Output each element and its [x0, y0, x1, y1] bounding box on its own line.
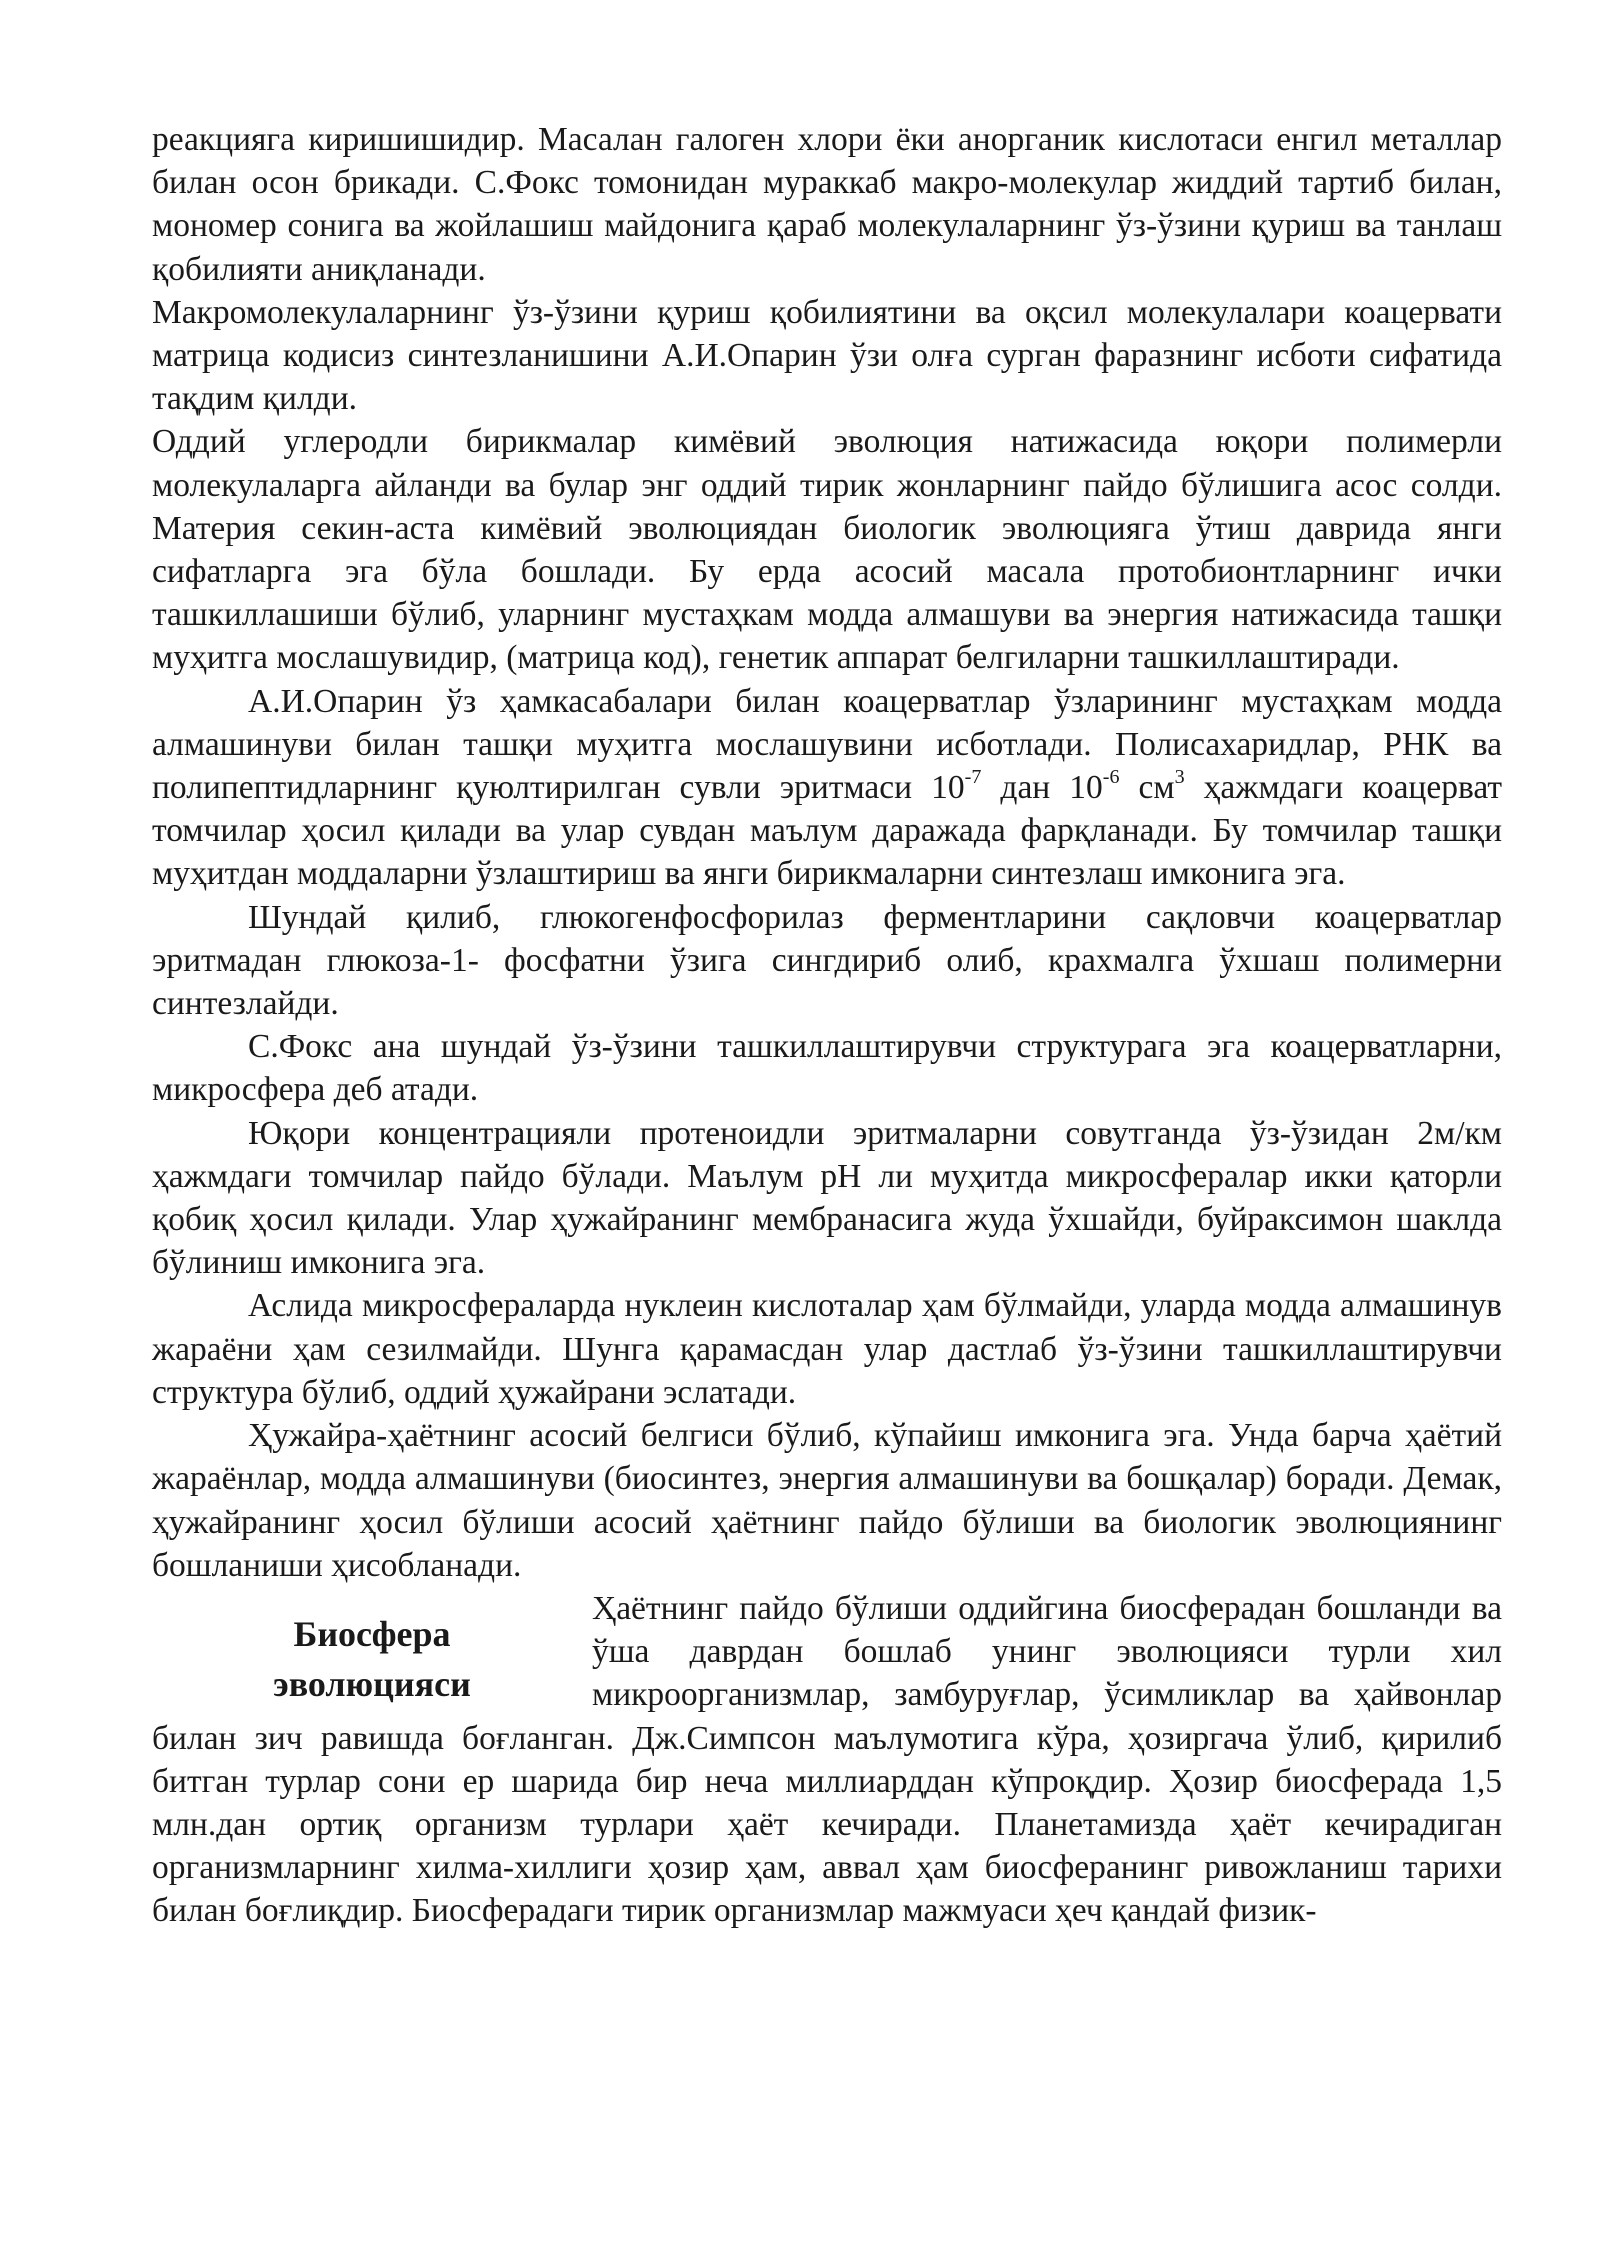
paragraph-4-part-2: дан 10	[981, 769, 1103, 807]
paragraph-3: Оддий углеродли бирикмалар кимёвий эволюция натижасида юқори полимерли молекулаларга айланди ва булар энг оддий тирик жонларнинг пайдо бўлишига асос солди. Материя секин-аста кимёвий эволюциядан биологик эволюцияга ўтиш даврида янги сифатларга эга бўла бошлади. Бу ерда асосий масала протобионтларнинг ички ташкиллашиши бўлиб, уларнинг мустаҳкам модда алмашуви ва энергия натижасида ташқи муҳитга мослашувидир, (матрица код), генетик аппарат белгиларни ташкиллаштиради.	[152, 423, 1502, 677]
paragraph-1: реакцияга киришишидир. Масалан галоген хлори ёки анорганик кислотаси енгил металлар билан осон брикади. С.Фокс томонидан мураккаб макро-молекулар жиддий тартиб билан, мономер сонига ва жойлашиш майдонига қараб молекулаларнинг ўз-ўзини қуриш ва танлаш қобилияти аниқланади.	[152, 121, 1502, 288]
paragraph-4-part-3: см	[1119, 769, 1175, 807]
section-paragraph: Ҳаётнинг пайдо бўлиши оддийгина биосферадан бошланди ва ўша даврдан бошлаб унинг эволюцияси турли хил микроорганизмлар, замбуруғлар, ўсимликлар ва ҳайвонлар билан зич равишда боғланган. Дж.Симпсон маълумотига кўра, ҳозиргача ўлиб, қирилиб битган турлар сони ер шарида бир неча миллиарддан кўпроқдир. Ҳозир биосферада 1,5 млн.дан ортиқ организм турлари ҳаёт кечиради. Планетамизда ҳаёт кечирадиган организмларнинг хилма-хиллиги ҳозир ҳам, аввал ҳам биосферанинг ривожланиш тарихи билан боғлиқдир. Биосферадаги тирик организмлар мажмуаси ҳеч қандай физик-	[152, 1589, 1502, 1930]
paragraph-4	[152, 680, 1502, 896]
document-page	[152, 118, 1502, 1933]
paragraph-9: Ҳужайра-ҳаётнинг асосий белгиси бўлиб, кўпайиш имконига эга. Унда барча ҳаётий жараёнлар, модда алмашинуви (биосинтез, энергия алмашинуви ва бошқалар) боради. Демак, ҳужайранинг ҳосил бўлиши асосий ҳаётнинг пайдо бўлиши ва биологик эволюциянинг бошланиши ҳисобланади.	[152, 1417, 1502, 1584]
paragraph-5: Шундай қилиб, глюкогенфосфорилаз ферментларини сақловчи коацерватлар эритмадан глюкоза-1- фосфатни ўзига сингдириб олиб, крахмалга ўхшаш полимерни синтезлайди.	[152, 898, 1502, 1023]
section-heading	[152, 1609, 592, 1709]
exponent-minus-7: -7	[964, 765, 982, 788]
paragraph-2: Макромолекулаларнинг ўз-ўзини қуриш қобилиятини ва оқсил молекулалари коацервати матрица кодисиз синтезланишини А.И.Опарин ўзи олға сурган фаразнинг исботи сифатида тақдим қилди.	[152, 293, 1502, 418]
paragraph-4-part-1: А.И.Опарин ўз ҳамкасабалари билан коацерватлар ўзларининг мустаҳкам модда алмашинуви билан ташқи муҳитга мослашувини исботлади. Полисахаридлар, РНК ва полипептидларнинг қуюлтирилган сувли эритмаси 10	[152, 682, 1502, 807]
section-heading-line-2: эволюцияси	[273, 1663, 471, 1704]
exponent-3: 3	[1174, 765, 1185, 788]
paragraph-4-part-4: ҳажмдаги коацерват томчилар ҳосил қилади ва улар сувдан маълум даражада фарқланади. Бу томчилар ташқи муҳитдан моддаларни ўзлаштириш ва янги бирикмаларни синтезлаш имконига эга.	[152, 769, 1502, 893]
paragraph-8: Аслида микросфераларда нуклеин кислоталар ҳам бўлмайди, уларда модда алмашинув жараёни ҳам сезилмайди. Шунга қарамасдан улар дастлаб ўз-ўзини ташкиллаштирувчи структура бўлиб, оддий ҳужайрани эслатади.	[152, 1287, 1502, 1411]
paragraph-6: С.Фокс ана шундай ўз-ўзини ташкиллаштирувчи структурага эга коацерватларни, микросфера деб атади.	[152, 1028, 1502, 1109]
exponent-minus-6: -6	[1102, 765, 1120, 788]
section-heading-line-1: Биосфера	[293, 1613, 451, 1654]
paragraph-7: Юқори концентрацияли протеноидли эритмаларни совутганда ўз-ўзидан 2м/км ҳажмдаги томчилар пайдо бўлади. Маълум рН ли муҳитда микросфералар икки қаторли қобиқ ҳосил қилади. Улар ҳужайранинг мембранасига жуда ўхшайди, буйраксимон шаклда бўлиниш имконига эга.	[152, 1114, 1502, 1282]
